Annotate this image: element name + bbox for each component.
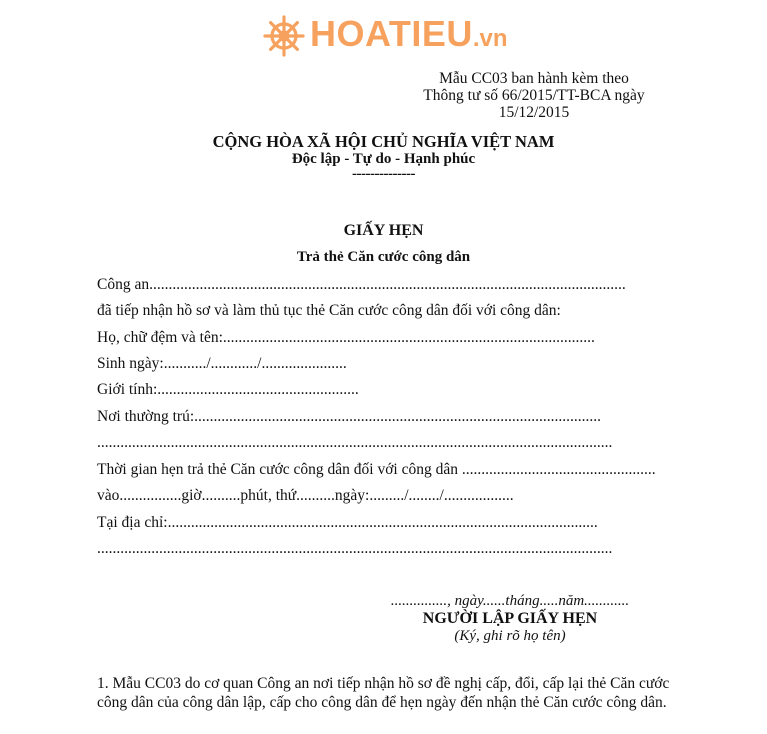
form-reference bbox=[404, 70, 664, 121]
field-date-of-birth: Sinh ngày:.........../............/...................... bbox=[97, 355, 347, 372]
field-permanent-address: Nơi thường trú:......................................................................................................... bbox=[97, 408, 601, 425]
field-gender: Giới tính:.................................................... bbox=[97, 381, 359, 398]
field-appointment-datetime: vào................giờ..........phút, thứ..........ngày:........./......../.................. bbox=[97, 487, 514, 504]
field-received-statement: đã tiếp nhận hồ sơ và làm thủ tục thẻ Căn cước công dân đối với công dân: bbox=[97, 302, 561, 319]
field-address: Tại địa chỉ:............................................................................................................... bbox=[97, 514, 598, 531]
logo-text bbox=[310, 12, 508, 61]
signature-date-line: ..............., ngày......tháng.....năm............ bbox=[390, 593, 630, 609]
form-reference-line: 15/12/2015 bbox=[498, 104, 570, 121]
national-motto: Độc lập - Tự do - Hạnh phúc bbox=[291, 151, 476, 167]
footnote: 1. Mẫu CC03 do cơ quan Công an nơi tiếp nhận hồ sơ đề nghị cấp, đổi, cấp lại thẻ Căn cước công dân của công dân lập, cấp cho công dân để hẹn ngày đến nhận thẻ Căn cước công dân. bbox=[97, 675, 670, 711]
signature-note: (Ký, ghi rõ họ tên) bbox=[454, 628, 566, 644]
document-subtitle: Trả thẻ Căn cước công dân bbox=[296, 249, 471, 265]
form-reference-line: Thông tư số 66/2015/TT-BCA ngày bbox=[423, 87, 645, 104]
document-title: GIẤY HẸN bbox=[343, 222, 424, 239]
country-name: CỘNG HÒA XÃ HỘI CHỦ NGHĨA VIỆT NAM bbox=[212, 132, 555, 151]
logo-brand: HOATIEU bbox=[310, 12, 473, 54]
field-police-office: Công an........................................................................................................................... bbox=[97, 276, 626, 293]
logo-tld: .vn bbox=[472, 24, 508, 52]
field-appointment-time: Thời gian hẹn trả thẻ Căn cước công dân đối với công dân .................................................. bbox=[97, 461, 656, 478]
header-divider: -------------- bbox=[352, 166, 415, 182]
field-permanent-address-cont: ..................................................................................................................................... bbox=[97, 434, 613, 451]
hoatieu-logo bbox=[262, 12, 508, 60]
form-reference-line: Mẫu CC03 ban hành kèm theo bbox=[439, 70, 629, 87]
field-full-name: Họ, chữ đệm và tên:................................................................................................ bbox=[97, 329, 595, 346]
field-address-cont: ..................................................................................................................................... bbox=[97, 540, 613, 557]
signature-title: NGƯỜI LẬP GIẤY HẸN bbox=[422, 610, 598, 627]
ship-wheel-icon bbox=[262, 14, 306, 58]
